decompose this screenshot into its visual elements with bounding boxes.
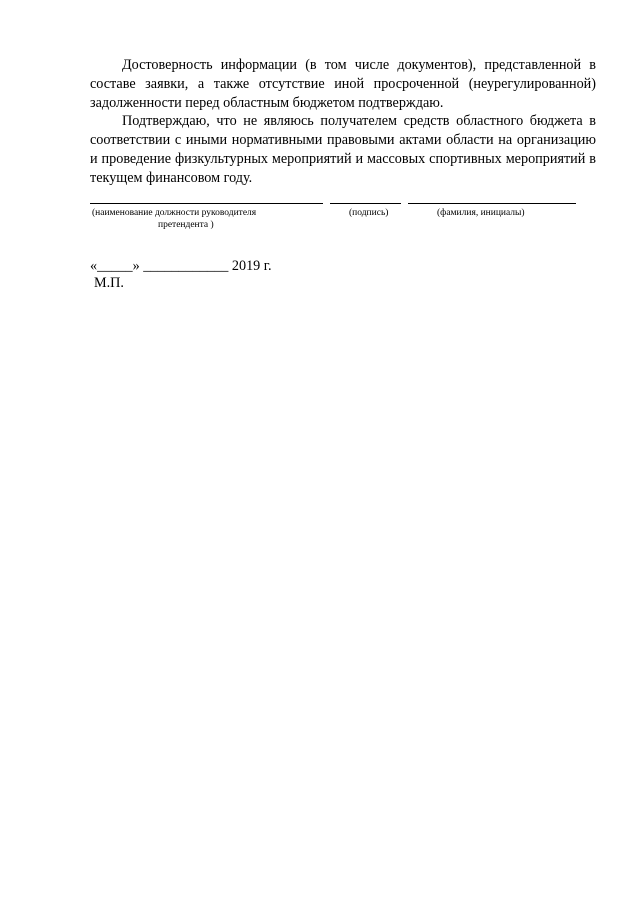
signature-lines xyxy=(0,203,640,204)
paragraph-reliability: Достоверность информации (в том числе документов), представленной в составе заявки, а также отсутствие иной просроченной (неурегулированной) задолженности перед областным бюджетом подтверждаю. xyxy=(90,57,596,111)
name-line xyxy=(408,203,576,204)
position-caption-line1: (наименование должности руководителя xyxy=(92,208,257,218)
position-caption-line2: претендента ) xyxy=(158,220,214,230)
paragraph-non-recipient: Подтверждаю, что не являюсь получателем средств областного бюджета в соответствии с иными нормативными правовыми актами области на организацию и проведение физкультурных мероприятий и массовых спортивных мероприятий в текущем финансовом году. xyxy=(90,113,596,186)
signature-caption: (подпись) xyxy=(349,208,389,218)
seal-label: М.П. xyxy=(94,275,124,291)
confirmation-text xyxy=(90,56,596,188)
date-line: «_____» ____________ 2019 г. xyxy=(90,258,272,274)
signature-line xyxy=(330,203,401,204)
name-caption: (фамилия, инициалы) xyxy=(437,208,525,218)
position-line xyxy=(90,203,323,204)
